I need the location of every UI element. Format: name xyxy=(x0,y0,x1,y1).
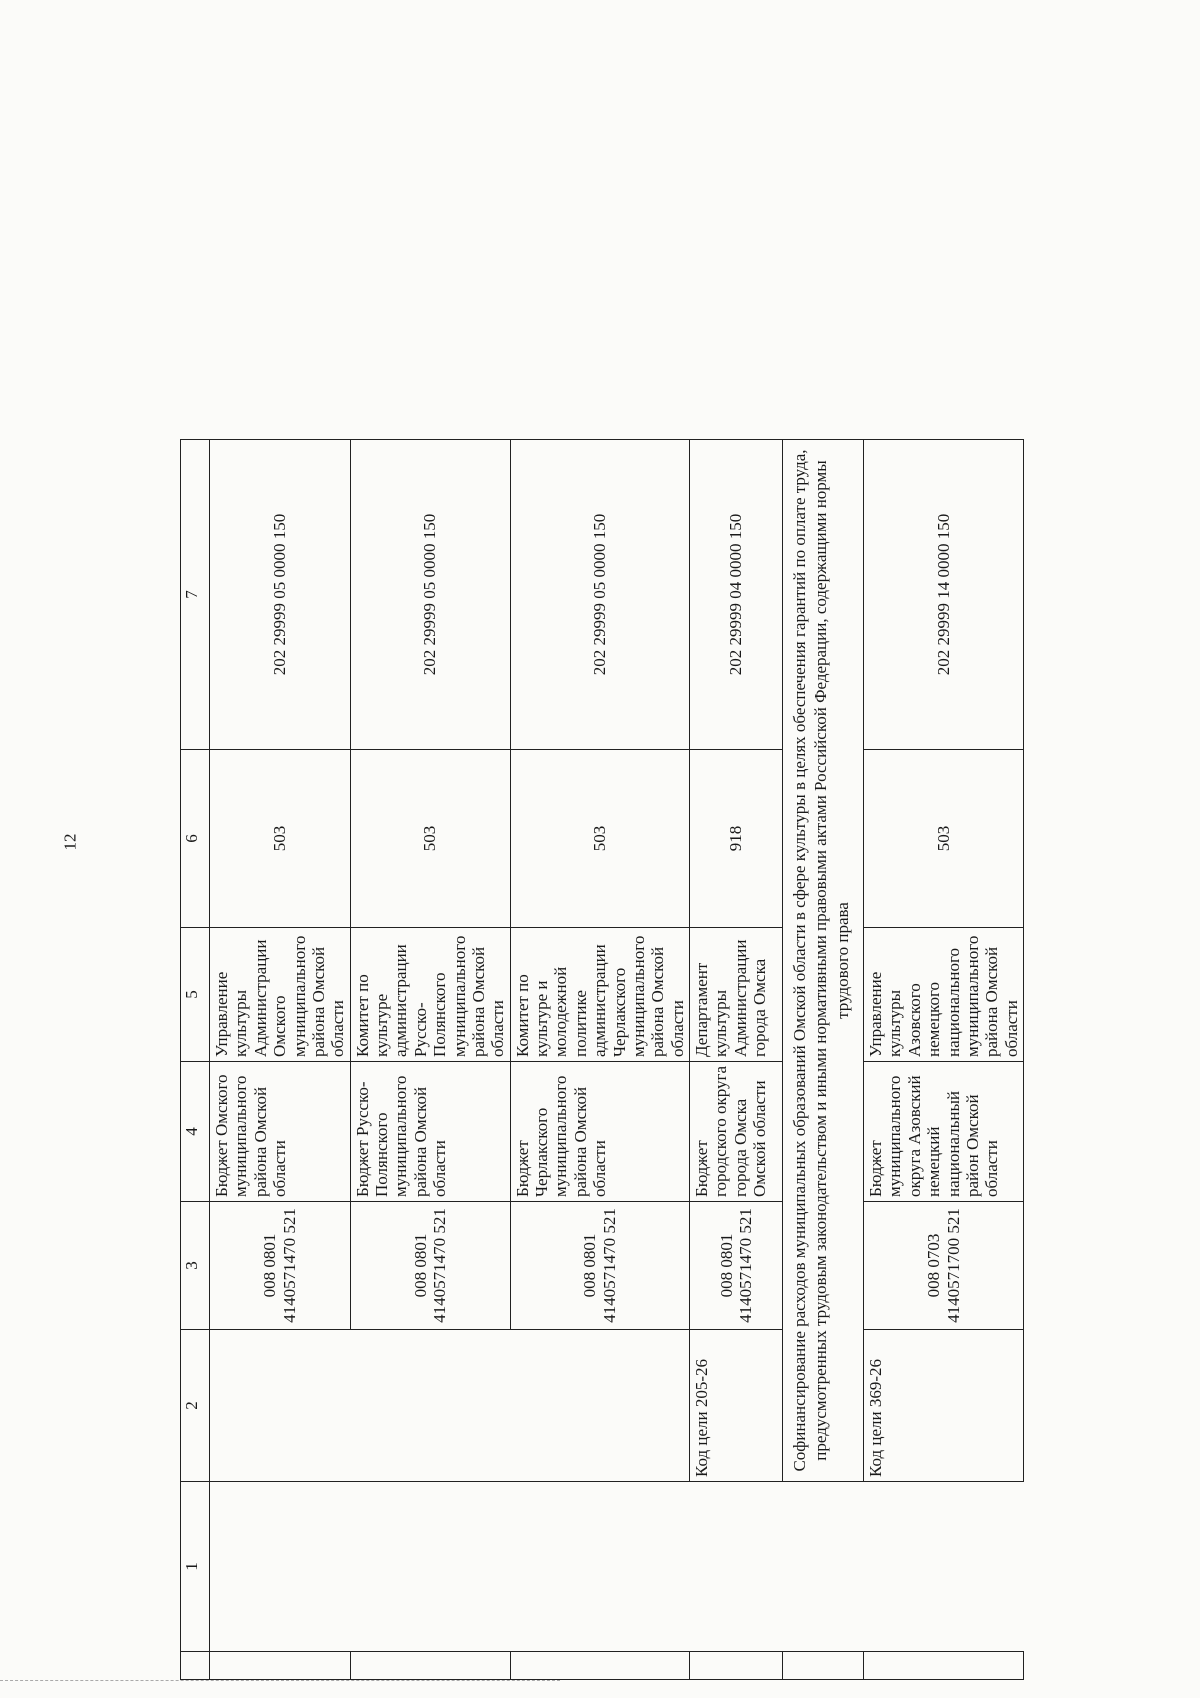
header-col-7: 7 xyxy=(181,440,210,750)
budget-code-cell: 008 0801 4140571470 521 xyxy=(510,1202,689,1330)
header-col-3: 3 xyxy=(181,1202,210,1330)
kbk-cell: 202 29999 14 0000 150 xyxy=(864,440,1024,750)
table-row xyxy=(864,440,1024,1680)
recipient-cell: Управление культуры Азовского немецкого национального муниципального района Омской области xyxy=(864,928,1024,1062)
col-1-cell xyxy=(690,1482,783,1652)
budget-code-cell: 008 0703 4140571700 521 xyxy=(864,1202,1024,1330)
row-spacer xyxy=(510,1652,689,1680)
goal-code-cell: Код цели 369-26 xyxy=(864,1330,1024,1482)
row-spacer xyxy=(690,1652,783,1680)
recipient-cell: Департамент культуры Администрации города Омска xyxy=(690,928,783,1062)
budget-name-cell: Бюджет Омского муниципального района Омской области xyxy=(210,1062,351,1202)
recipient-cell: Управление культуры Администрации Омского муниципального района Омской области xyxy=(210,928,351,1062)
col-1-cell xyxy=(350,1482,510,1652)
page-number: 12 xyxy=(60,833,80,851)
kbk-cell: 202 29999 05 0000 150 xyxy=(510,440,689,750)
col-1-cell xyxy=(210,1482,351,1652)
grbs-code-cell: 918 xyxy=(690,750,783,928)
goal-code-cell xyxy=(210,1330,351,1482)
col-1-cell xyxy=(864,1482,1024,1652)
budget-code-cell: 008 0801 4140571470 521 xyxy=(350,1202,510,1330)
grbs-code-cell: 503 xyxy=(864,750,1024,928)
budget-name-cell: Бюджет муниципального округа Азовский немецкий национальный район Омской области xyxy=(864,1062,1024,1202)
recipient-cell: Комитет по культуре и молодежной политике администрации Черлакского муниципального района Омской области xyxy=(510,928,689,1062)
section-row xyxy=(783,440,864,1680)
budget-name-cell: Бюджет Русско-Полянского муниципального района Омской области xyxy=(350,1062,510,1202)
section-title: Софинансирование расходов муниципальных образований Омской области в сфере культуры в целях обеспечения гарантий по оплате труда, предусмотренных трудовым законодательством и иными нормативными правовыми актами Российской Федерации, содержащими нормы трудового права xyxy=(783,440,864,1482)
kbk-cell: 202 29999 05 0000 150 xyxy=(210,440,351,750)
row-spacer xyxy=(864,1652,1024,1680)
header-spacer xyxy=(181,1652,210,1680)
row-spacer xyxy=(783,1652,864,1680)
header-col-1: 1 xyxy=(181,1482,210,1652)
header-col-2: 2 xyxy=(181,1330,210,1482)
table-row xyxy=(690,440,783,1680)
header-col-4: 4 xyxy=(181,1062,210,1202)
budget-table xyxy=(180,439,1024,1680)
header-row xyxy=(181,440,210,1680)
col-1-cell xyxy=(783,1482,864,1652)
table-row xyxy=(210,440,351,1680)
grbs-code-cell: 503 xyxy=(510,750,689,928)
goal-code-cell xyxy=(350,1330,510,1482)
budget-name-cell: Бюджет Черлакского муниципального района Омской области xyxy=(510,1062,689,1202)
recipient-cell: Комитет по культуре администрации Русско-Полянского муниципального района Омской области xyxy=(350,928,510,1062)
row-spacer xyxy=(350,1652,510,1680)
header-col-6: 6 xyxy=(181,750,210,928)
header-col-5: 5 xyxy=(181,928,210,1062)
goal-code-cell: Код цели 205-26 xyxy=(690,1330,783,1482)
budget-code-cell: 008 0801 4140571470 521 xyxy=(690,1202,783,1330)
kbk-cell: 202 29999 05 0000 150 xyxy=(350,440,510,750)
kbk-cell: 202 29999 04 0000 150 xyxy=(690,440,783,750)
table-row xyxy=(510,440,689,1680)
grbs-code-cell: 503 xyxy=(350,750,510,928)
grbs-code-cell: 503 xyxy=(210,750,351,928)
budget-code-cell: 008 0801 4140571470 521 xyxy=(210,1202,351,1330)
col-1-cell xyxy=(510,1482,689,1652)
rotated-table-wrapper xyxy=(180,440,1070,1680)
row-spacer xyxy=(210,1652,351,1680)
budget-name-cell: Бюджет городского округа города Омска Омской области xyxy=(690,1062,783,1202)
table-row xyxy=(350,440,510,1680)
goal-code-cell xyxy=(510,1330,689,1482)
bottom-scan-rule xyxy=(0,1680,560,1681)
